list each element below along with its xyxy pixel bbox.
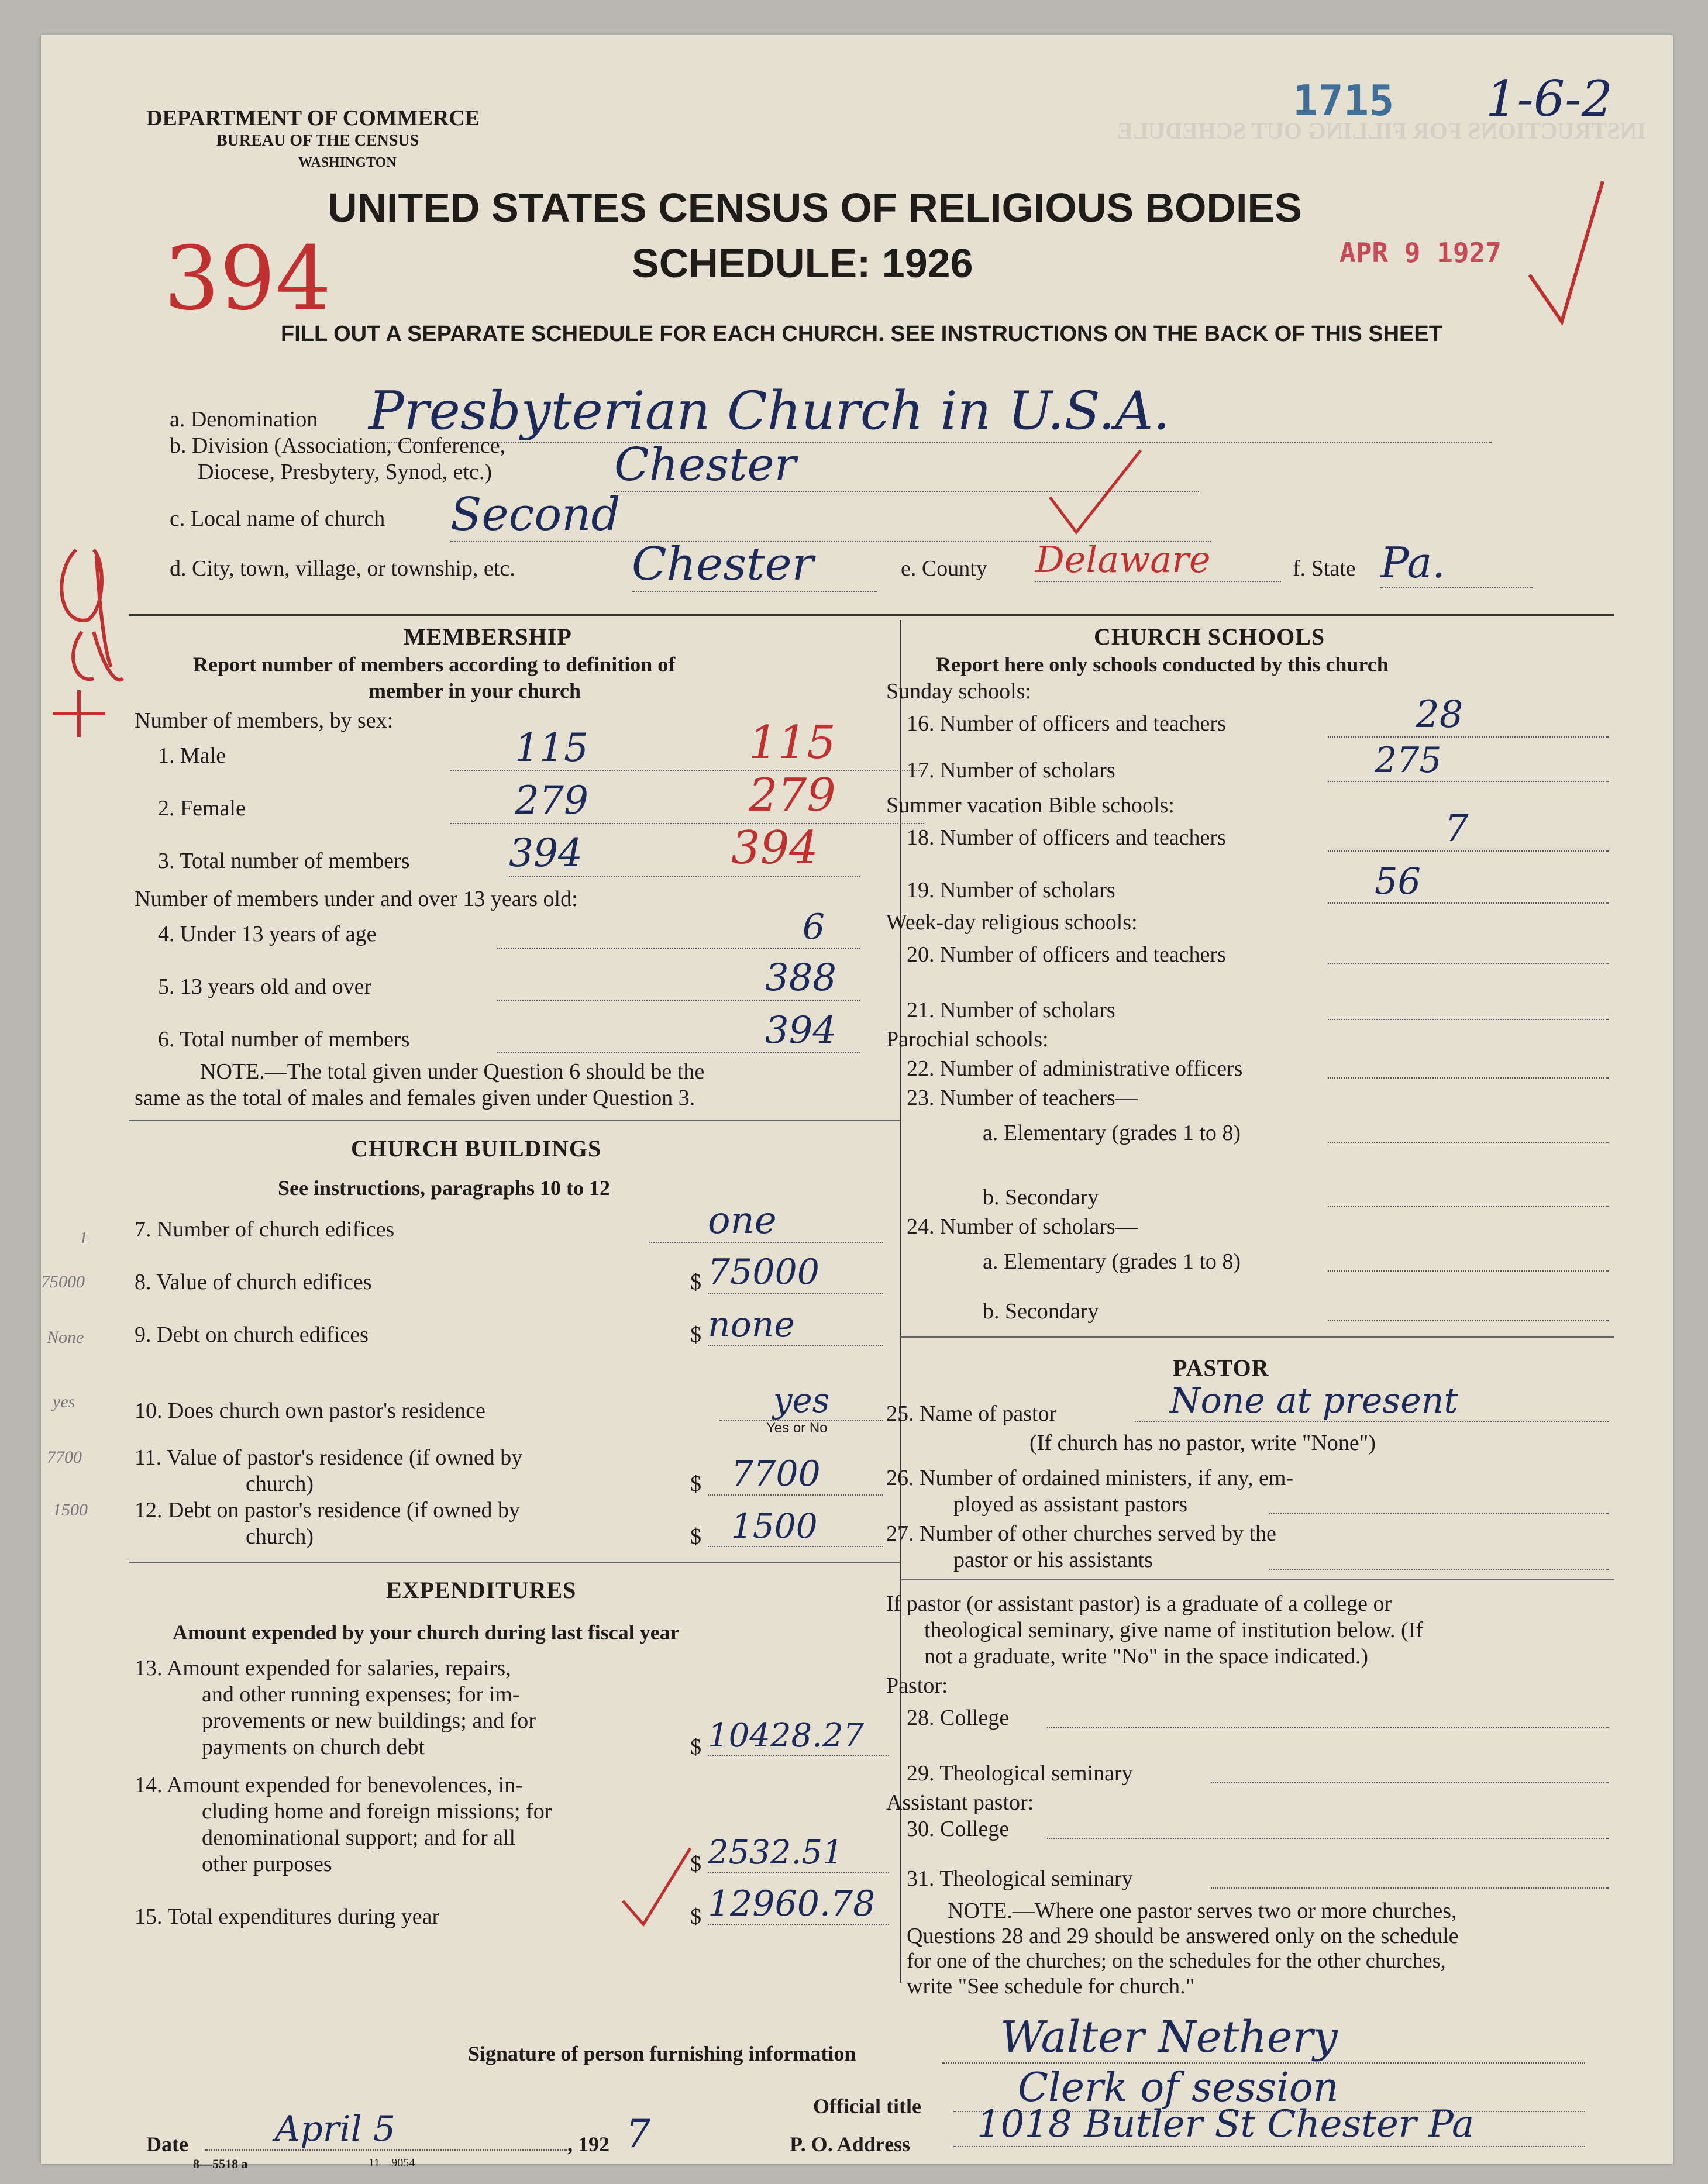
q24-scholars-label: 24. Number of scholars— xyxy=(907,1214,1138,1239)
q5-13-and-over-value[interactable]: 388 xyxy=(497,956,860,1001)
q7-edifices-value[interactable]: one xyxy=(649,1199,883,1243)
q4-under-13-value[interactable]: 6 xyxy=(497,907,860,949)
division-label-line2: Diocese, Presbytery, Synod, etc.) xyxy=(198,460,493,484)
q21-weekday-scholars-value[interactable] xyxy=(1328,1018,1609,1020)
pastor-rule xyxy=(900,1579,1614,1580)
form-title: UNITED STATES CENSUS OF RELIGIOUS BODIES xyxy=(328,185,1302,230)
q28-college-value[interactable] xyxy=(1047,1725,1609,1728)
q14-benevolences-value[interactable]: 2532.51 xyxy=(708,1834,889,1873)
q13-label-line4: payments on church debt xyxy=(202,1735,425,1759)
buildings-rule xyxy=(129,1562,900,1563)
pastor-note-line4: write "See schedule for church." xyxy=(907,1974,1195,1999)
q10-owns-residence-label: 10. Does church own pastor's residence xyxy=(135,1398,485,1423)
q1-red-correction: 115 xyxy=(749,716,836,769)
local-name-label: c. Local name of church xyxy=(170,507,385,531)
po-address-value[interactable]: 1018 Butler St Chester Pa xyxy=(953,2103,1585,2147)
q10-yes-no-hint: Yes or No xyxy=(766,1420,828,1436)
q22-administrative-officers-value[interactable] xyxy=(1328,1076,1609,1079)
official-title-value[interactable]: Clerk of session xyxy=(953,2065,1585,2112)
form-number: 8—5518 a xyxy=(193,2157,248,2171)
q3-total-members-value[interactable]: 394 xyxy=(509,831,860,877)
sunday-schools-label: Sunday schools: xyxy=(886,679,1032,704)
expenditures-title: EXPENDITURES xyxy=(386,1577,577,1603)
q26-ordained-ministers-label-2: ployed as assistant pastors xyxy=(953,1492,1188,1517)
membership-note-line1: NOTE.—The total given under Question 6 should be the xyxy=(200,1059,705,1084)
q24b-secondary-value[interactable] xyxy=(1328,1319,1609,1321)
graduate-instruction-3: not a graduate, write "No" in the space indicated.) xyxy=(924,1644,1369,1669)
q15-total-expenditures-label: 15. Total expenditures during year xyxy=(135,1904,440,1929)
q23a-elementary-label: a. Elementary (grades 1 to 8) xyxy=(983,1121,1241,1145)
po-address-label: P. O. Address xyxy=(790,2133,911,2156)
membership-subtitle-1: Report number of members according to definition of xyxy=(193,653,676,676)
q15-total-expenditures-value[interactable]: 12960.78 xyxy=(708,1883,889,1925)
red-margin-scribble xyxy=(41,538,146,749)
q4-under-13-label: 4. Under 13 years of age xyxy=(158,922,377,946)
q31-seminary-label: 31. Theological seminary xyxy=(907,1866,1133,1891)
division-value[interactable]: Chester xyxy=(614,439,1199,492)
column-divider xyxy=(900,620,901,1983)
q19-summer-scholars-label: 19. Number of scholars xyxy=(907,878,1115,902)
date-value[interactable]: April 5 xyxy=(205,2109,567,2151)
section-top-rule xyxy=(129,614,1614,616)
pastor-note-line2: Questions 28 and 29 should be answered only on the schedule xyxy=(907,1924,1459,1948)
q17-sunday-scholars-value[interactable]: 275 xyxy=(1328,740,1609,782)
q27-other-churches-value[interactable] xyxy=(1269,1568,1609,1570)
q11-residence-value-value[interactable]: 7700 xyxy=(708,1453,883,1496)
q23b-secondary-label: b. Secondary xyxy=(983,1185,1099,1210)
state-label: f. State xyxy=(1293,556,1356,581)
membership-note-line2: same as the total of males and females given under Question 3. xyxy=(135,1086,695,1110)
signature-label: Signature of person furnishing information xyxy=(468,2042,856,2065)
q31-seminary-value[interactable] xyxy=(1211,1886,1609,1889)
q25-pastor-hint: (If church has no pastor, write "None") xyxy=(1029,1431,1376,1455)
church-buildings-title: CHURCH BUILDINGS xyxy=(351,1135,602,1162)
q14-label-line1: 14. Amount expended for benevolences, in- xyxy=(135,1773,523,1797)
q29-seminary-label: 29. Theological seminary xyxy=(907,1761,1133,1786)
q8-edifice-value-value[interactable]: 75000 xyxy=(708,1252,883,1294)
q18-summer-officers-value[interactable]: 7 xyxy=(1328,807,1609,852)
year-prefix: , 192 xyxy=(567,2133,609,2156)
official-title-label: Official title xyxy=(813,2095,921,2118)
q9-edifice-debt-label: 9. Debt on church edifices xyxy=(135,1322,369,1347)
q8-edifice-value-label: 8. Value of church edifices xyxy=(135,1270,372,1294)
q10-owns-residence-value[interactable]: yes xyxy=(719,1380,883,1421)
q29-seminary-value[interactable] xyxy=(1211,1781,1609,1783)
q13-running-expenses-value[interactable]: 10428.27 xyxy=(708,1717,889,1756)
county-label: e. County xyxy=(901,556,987,581)
q6-total-members-value[interactable]: 394 xyxy=(497,1009,860,1053)
show-through-text: INSTRUCTIONS FOR FILLING OUT SCHEDULE xyxy=(1117,118,1646,144)
q6-total-members-label: 6. Total number of members xyxy=(158,1027,410,1052)
q25-pastor-name-label: 25. Name of pastor xyxy=(886,1401,1057,1426)
q5-13-and-over-label: 5. 13 years old and over xyxy=(158,974,372,999)
members-by-sex-label: Number of members, by sex: xyxy=(135,708,394,733)
pastor-subheading: Pastor: xyxy=(886,1673,948,1698)
q3-red-correction: 394 xyxy=(731,822,818,874)
q23a-elementary-value[interactable] xyxy=(1328,1141,1609,1143)
q12-dollar-sign: $ xyxy=(690,1524,701,1549)
q23-teachers-label: 23. Number of teachers— xyxy=(907,1086,1138,1110)
bureau-name: BUREAU OF THE CENSUS xyxy=(216,132,419,150)
assistant-pastor-subheading: Assistant pastor: xyxy=(886,1790,1034,1815)
q26-ordained-ministers-value[interactable] xyxy=(1269,1512,1609,1514)
q9-dollar-sign: $ xyxy=(690,1322,701,1347)
membership-title: MEMBERSHIP xyxy=(404,623,572,650)
state-value[interactable]: Pa. xyxy=(1380,538,1533,588)
q26-ordained-ministers-label: 26. Number of ordained ministers, if any, em- xyxy=(886,1466,1294,1490)
membership-subtitle-2: member in your church xyxy=(369,679,581,702)
city-value[interactable]: Chester xyxy=(632,538,877,592)
q8-dollar-sign: $ xyxy=(690,1270,701,1294)
q27-other-churches-label: 27. Number of other churches served by the xyxy=(886,1521,1276,1546)
q13-label-line1: 13. Amount expended for salaries, repairs, xyxy=(135,1656,511,1680)
q24a-elementary-label: a. Elementary (grades 1 to 8) xyxy=(983,1249,1241,1274)
margin-note-1: 1 xyxy=(79,1228,88,1248)
q13-label-line3: provements or new buildings; and for xyxy=(202,1708,536,1733)
census-schedule-sheet xyxy=(41,35,1673,2171)
church-schools-title: CHURCH SCHOOLS xyxy=(1094,623,1325,650)
schedule-number-stamp: 1715 xyxy=(1293,76,1394,125)
margin-note-2: 75000 xyxy=(41,1272,85,1291)
q14-label-line3: denominational support; and for all xyxy=(202,1825,516,1850)
q20-weekday-officers-label: 20. Number of officers and teachers xyxy=(907,942,1226,967)
schools-rule xyxy=(900,1336,1614,1338)
q9-edifice-debt-value[interactable]: none xyxy=(708,1304,883,1346)
red-check-mark-local xyxy=(1047,445,1146,544)
q20-weekday-officers-value[interactable] xyxy=(1328,962,1609,964)
graduate-instruction-1: If pastor (or assistant pastor) is a graduate of a college or xyxy=(886,1592,1392,1616)
denomination-label: a. Denomination xyxy=(170,407,318,432)
q11-dollar-sign: $ xyxy=(690,1472,701,1496)
corner-note: 1-6-2 xyxy=(1486,70,1613,128)
q14-label-line4: other purposes xyxy=(202,1852,332,1876)
pastor-note-line1: NOTE.—Where one pastor serves two or more churches, xyxy=(948,1899,1457,1923)
graduate-instruction-2: theological seminary, give name of institution below. (If xyxy=(924,1618,1424,1642)
city-name: WASHINGTON xyxy=(298,155,397,170)
q12-residence-debt-label: 12. Debt on pastor's residence (if owned by xyxy=(135,1498,521,1522)
denomination-value[interactable]: Presbyterian Church in U.S.A. xyxy=(369,380,1492,443)
q12-residence-debt-label-2: church) xyxy=(246,1524,314,1549)
q13-label-line2: and other running expenses; for im- xyxy=(202,1682,520,1707)
q25-pastor-name-value[interactable]: None at present xyxy=(1135,1380,1609,1422)
print-number: 11—9054 xyxy=(369,2157,415,2169)
signature-value[interactable]: Walter Nethery xyxy=(942,2012,1585,2064)
q14-dollar-sign: $ xyxy=(690,1852,701,1876)
q2-female-value[interactable]: 279 xyxy=(450,778,924,824)
pastor-note-line3: for one of the churches; on the schedules for the other churches, xyxy=(907,1949,1446,1972)
q11-residence-value-label: 11. Value of pastor's residence (if owned by xyxy=(135,1445,523,1470)
weekday-schools-label: Week-day religious schools: xyxy=(886,910,1138,935)
red-ink-number: 394 xyxy=(164,228,332,330)
q11-residence-value-label-2: church) xyxy=(246,1472,314,1496)
department-name: DEPARTMENT OF COMMERCE xyxy=(146,106,480,130)
church-buildings-subtitle: See instructions, paragraphs 10 to 12 xyxy=(278,1176,611,1200)
local-name-value[interactable]: Second xyxy=(450,488,1211,542)
county-value[interactable]: Delaware xyxy=(1035,538,1281,582)
q13-dollar-sign: $ xyxy=(690,1735,701,1759)
membership-rule xyxy=(129,1120,900,1121)
age-breakdown-label: Number of members under and over 13 years old: xyxy=(135,887,578,911)
q7-edifices-label: 7. Number of church edifices xyxy=(135,1217,395,1242)
separate-schedule-instruction: FILL OUT A SEPARATE SCHEDULE FOR EACH CHURCH. SEE INSTRUCTIONS ON THE BACK OF THIS SHEET xyxy=(281,322,1442,346)
year-value[interactable]: 7 xyxy=(626,2111,650,2157)
q1-male-value[interactable]: 115 xyxy=(450,725,924,771)
parochial-schools-label: Parochial schools: xyxy=(886,1027,1049,1052)
q17-sunday-scholars-label: 17. Number of scholars xyxy=(907,758,1115,783)
q30-college-value[interactable] xyxy=(1047,1837,1609,1839)
q21-weekday-scholars-label: 21. Number of scholars xyxy=(907,998,1115,1022)
pastor-title: PASTOR xyxy=(1173,1355,1269,1381)
q19-summer-scholars-value[interactable]: 56 xyxy=(1328,860,1609,904)
margin-note-4: yes xyxy=(53,1392,75,1411)
red-check-mark-total xyxy=(620,1842,696,1930)
q14-label-line2: cluding home and foreign missions; for xyxy=(202,1799,552,1824)
margin-note-5: 7700 xyxy=(47,1448,82,1467)
received-date-stamp: APR 9 1927 xyxy=(1339,237,1502,268)
q16-sunday-officers-label: 16. Number of officers and teachers xyxy=(907,711,1226,736)
q3-total-members-label: 3. Total number of members xyxy=(158,849,410,873)
red-check-mark xyxy=(1527,175,1609,328)
q18-summer-officers-label: 18. Number of officers and teachers xyxy=(907,825,1226,850)
q16-sunday-officers-value[interactable]: 28 xyxy=(1328,693,1609,738)
division-label: b. Division (Association, Conference, xyxy=(170,433,506,458)
church-schools-subtitle: Report here only schools conducted by this church xyxy=(936,653,1389,676)
q23b-secondary-value[interactable] xyxy=(1328,1205,1609,1207)
q12-residence-debt-value[interactable]: 1500 xyxy=(708,1506,883,1547)
q30-college-label: 30. College xyxy=(907,1817,1010,1841)
summer-schools-label: Summer vacation Bible schools: xyxy=(886,793,1175,818)
date-label: Date xyxy=(146,2133,188,2156)
q24a-elementary-value[interactable] xyxy=(1328,1269,1609,1272)
margin-note-3: None xyxy=(47,1328,84,1347)
q28-college-label: 28. College xyxy=(907,1706,1010,1730)
q27-other-churches-label-2: pastor or his assistants xyxy=(953,1548,1153,1572)
city-label: d. City, town, village, or township, etc. xyxy=(170,556,515,581)
margin-note-6: 1500 xyxy=(53,1500,88,1520)
q1-male-label: 1. Male xyxy=(158,743,226,768)
q22-administrative-officers-label: 22. Number of administrative officers xyxy=(907,1056,1243,1081)
schedule-title: SCHEDULE: 1926 xyxy=(632,240,973,286)
q24b-secondary-label: b. Secondary xyxy=(983,1299,1099,1324)
q2-red-correction: 279 xyxy=(749,769,836,822)
q2-female-label: 2. Female xyxy=(158,796,246,821)
expenditures-subtitle: Amount expended by your church during last fiscal year xyxy=(173,1621,680,1644)
q15-dollar-sign: $ xyxy=(690,1904,701,1929)
